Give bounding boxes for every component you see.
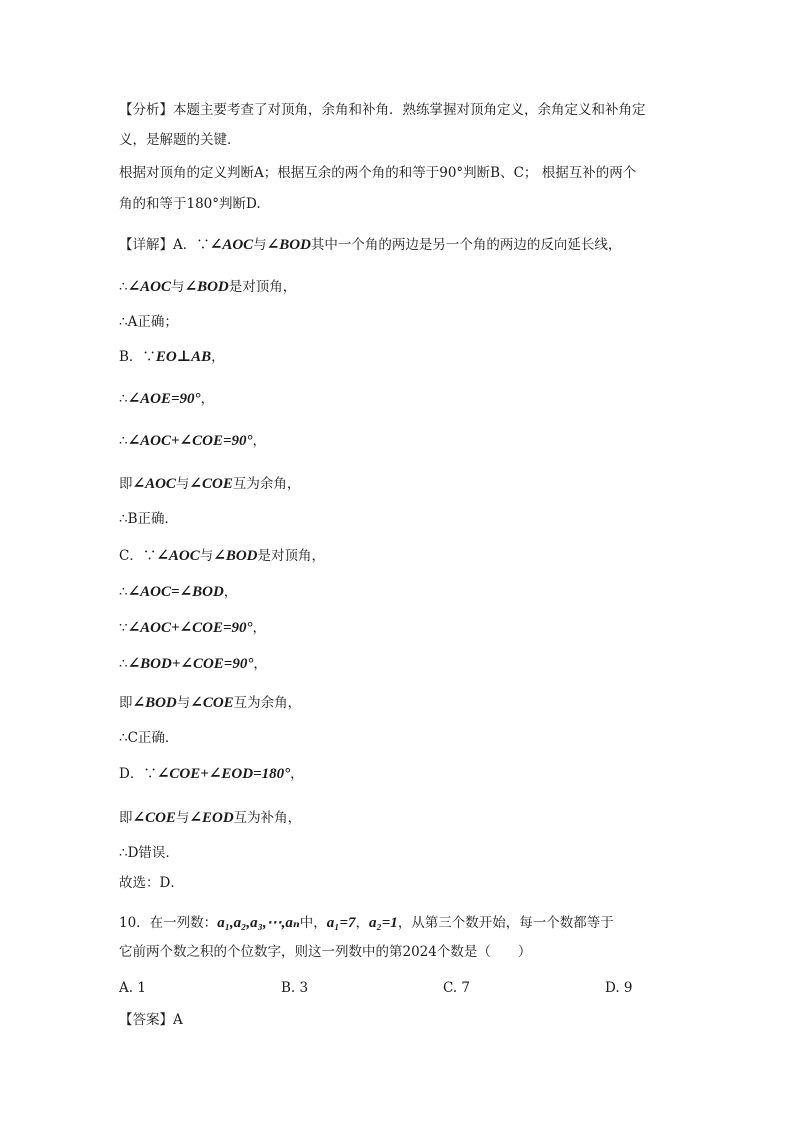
- math-expression: ∠BOD: [266, 237, 311, 253]
- text-line: [119, 1010, 183, 1030]
- text-segment: 即: [119, 695, 133, 711]
- text-line: [119, 618, 266, 638]
- text-line: [119, 431, 266, 451]
- text-line: [119, 693, 301, 713]
- text-segment: ，: [211, 349, 225, 365]
- text-line: [119, 728, 178, 748]
- text-segment: 是对顶角，: [228, 279, 297, 295]
- text-segment: 与: [175, 810, 190, 826]
- text-segment: B．∵: [119, 349, 156, 365]
- text-line: [119, 389, 214, 409]
- math-expression: ∠BOD: [132, 695, 177, 711]
- text-line: [119, 764, 304, 784]
- text-segment: 故选：D．: [119, 875, 184, 891]
- text-segment: ，: [252, 620, 267, 636]
- text-line: [119, 546, 325, 566]
- text-segment: C．∵: [119, 548, 157, 564]
- text-line: [119, 582, 237, 602]
- text-segment: 角的和等于180°判断D.: [119, 196, 261, 212]
- text-segment: ，: [290, 766, 304, 782]
- text-line: [119, 163, 636, 183]
- text-line: [119, 312, 178, 332]
- text-segment: 它前两个数之积的个位数字，则这一列数中的第2024个数是（ ）: [119, 944, 532, 960]
- option-b: B. 3: [281, 980, 309, 996]
- text-line: [119, 843, 179, 863]
- text-line: [119, 913, 614, 933]
- math-expression: ∠AOC: [156, 548, 200, 564]
- math-expression: ∠AOC+∠COE=90°: [127, 620, 253, 636]
- text-segment: ，从第三个数开始，每一个数都等于: [397, 915, 614, 931]
- text-segment: ，: [252, 433, 267, 449]
- math-expression: a₁=7: [326, 915, 356, 931]
- text-segment: 互为补角，: [233, 810, 302, 826]
- text-line: [119, 873, 184, 893]
- math-expression: ∠BOD+∠COE=90°: [127, 656, 254, 672]
- text-segment: D．∵: [119, 766, 157, 782]
- math-expression: EO⊥AB: [155, 349, 212, 365]
- text-segment: ，: [355, 915, 370, 931]
- text-segment: 即: [119, 810, 133, 826]
- text-segment: ，: [200, 391, 215, 407]
- text-segment: 与: [176, 695, 191, 711]
- text-line: [119, 474, 300, 494]
- text-line: [119, 194, 261, 214]
- math-expression: ∠BOD: [184, 279, 229, 295]
- math-expression: ∠AOE=90°: [127, 391, 201, 407]
- math-expression: ∠COE: [190, 695, 234, 711]
- text-segment: ∴: [119, 433, 128, 449]
- math-expression: ∠BOD: [213, 548, 258, 564]
- text-line: [119, 942, 531, 962]
- text-segment: ∴C正确．: [119, 730, 179, 746]
- text-segment: 根据对顶角的定义判断A；根据互余的两个角的和等于90°判断B、C； 根据互补的两个: [119, 165, 637, 181]
- text-segment: ∴: [119, 279, 128, 295]
- text-line: [119, 130, 241, 150]
- text-segment: ∴: [119, 584, 128, 600]
- math-expression: ∠AOC: [132, 476, 176, 492]
- text-segment: 即: [119, 476, 133, 492]
- text-segment: 中，: [299, 915, 327, 931]
- option-c: C. 7: [443, 980, 471, 996]
- text-segment: 与: [171, 279, 185, 295]
- text-line: [119, 654, 267, 674]
- text-line: [119, 100, 646, 120]
- text-segment: 【详解】A．∵: [119, 237, 210, 253]
- option-a: A. 1: [119, 980, 146, 996]
- text-segment: ∴B正确．: [119, 511, 179, 527]
- text-segment: 【分析】本题主要考查了对顶角，余角和补角．熟练掌握对顶角定义，余角定义和补角定: [119, 102, 646, 118]
- text-segment: ∴: [119, 656, 128, 672]
- math-expression: ∠AOC: [209, 237, 254, 253]
- text-segment: 10．在一列数：: [119, 915, 218, 931]
- option-d: D. 9: [605, 980, 633, 996]
- text-segment: 义，是解题的关键．: [119, 132, 241, 148]
- math-expression: a₁,a₂,a₃,⋯,aₙ: [217, 915, 300, 931]
- text-segment: 互为余角，: [233, 695, 302, 711]
- text-segment: 与: [199, 548, 214, 564]
- text-segment: ∴: [119, 391, 128, 407]
- text-line: [119, 509, 178, 529]
- text-segment: 互为余角，: [232, 476, 301, 492]
- math-expression: ∠EOD: [189, 810, 234, 826]
- text-segment: ∴D错误．: [119, 845, 179, 861]
- text-segment: 与: [253, 237, 267, 253]
- math-expression: ∠AOC+∠COE=90°: [127, 433, 253, 449]
- text-segment: ∴A正确；: [119, 314, 178, 330]
- text-line: [119, 277, 296, 297]
- text-segment: 【答案】A: [119, 1012, 183, 1028]
- math-expression: ∠AOC=∠BOD: [127, 584, 224, 600]
- math-expression: ∠COE+∠EOD=180°: [156, 766, 291, 782]
- math-expression: ∠AOC: [127, 279, 172, 295]
- math-expression: a₂=1: [369, 915, 398, 931]
- text-segment: 是对顶角，: [257, 548, 326, 564]
- math-expression: ∠COE: [132, 810, 176, 826]
- text-line: [119, 347, 225, 367]
- text-segment: 与: [175, 476, 190, 492]
- text-line: [119, 808, 301, 828]
- text-line: [119, 235, 621, 255]
- math-expression: ∠COE: [189, 476, 233, 492]
- text-segment: ，: [223, 584, 238, 600]
- text-segment: ∵: [119, 620, 128, 636]
- text-segment: ，: [253, 656, 267, 672]
- text-segment: 其中一个角的两边是另一个角的两边的反向延长线，: [310, 237, 622, 253]
